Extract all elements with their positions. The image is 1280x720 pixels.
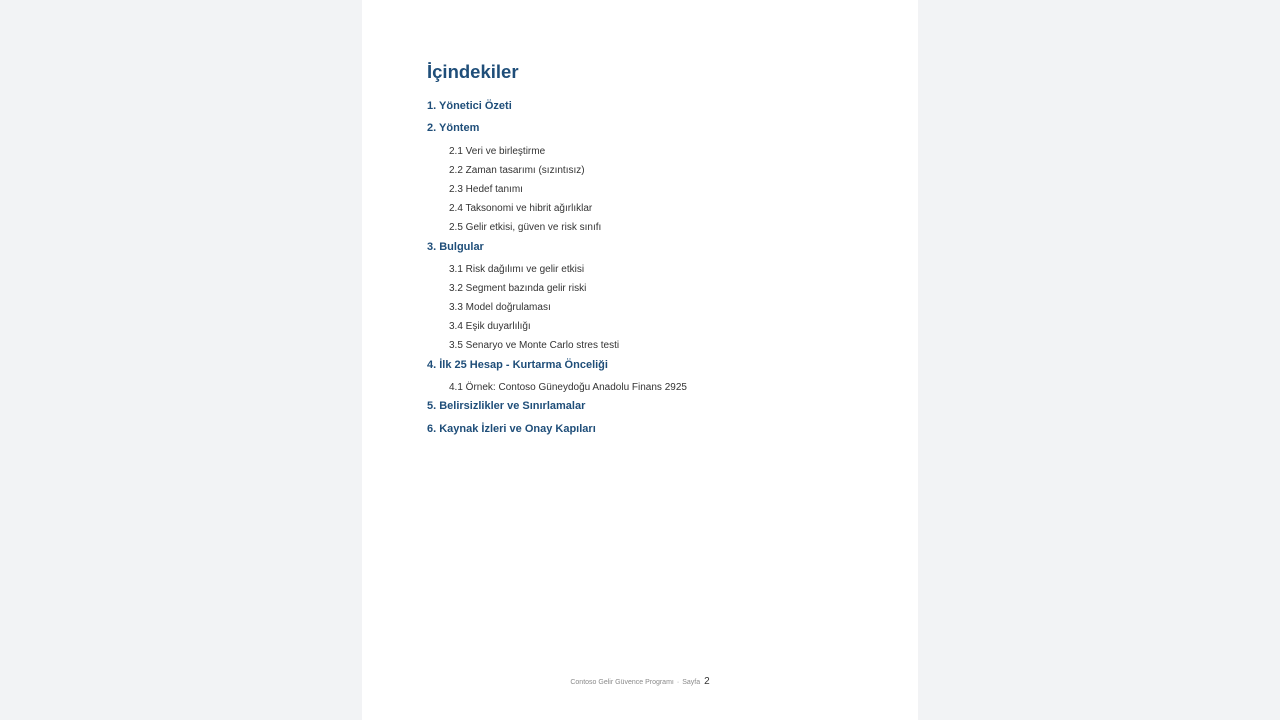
toc-entry-2-4[interactable]: 2.4 Taksonomi ve hibrit ağırlıklar xyxy=(449,203,593,214)
footer-program: Contoso Gelir Güvence Programı xyxy=(570,679,674,686)
toc-entry-3-5[interactable]: 3.5 Senaryo ve Monte Carlo stres testi xyxy=(449,340,620,351)
footer-page-label: Sayfa xyxy=(682,679,701,686)
toc-entry-2-3[interactable]: 2.3 Hedef tanımı xyxy=(449,184,523,195)
toc-entry-5[interactable]: 5. Belirsizlikler ve Sınırlamalar xyxy=(427,400,586,412)
toc-entry-2-2[interactable]: 2.2 Zaman tasarımı (sızıntısız) xyxy=(449,165,585,176)
document-page xyxy=(362,0,918,720)
toc-title: İçindekiler xyxy=(427,61,519,82)
footer-separator: · xyxy=(676,679,680,686)
toc-entry-1[interactable]: 1. Yönetici Özeti xyxy=(427,100,512,112)
toc-entry-4-1[interactable]: 4.1 Örnek: Contoso Güneydoğu Anadolu Finans 2925 xyxy=(449,382,687,393)
toc-entry-3-3[interactable]: 3.3 Model doğrulaması xyxy=(449,302,551,313)
toc-entry-2-5[interactable]: 2.5 Gelir etkisi, güven ve risk sınıfı xyxy=(449,222,602,233)
toc-entry-4[interactable]: 4. İlk 25 Hesap - Kurtarma Önceliği xyxy=(427,359,608,371)
footer-page-number: 2 xyxy=(704,676,710,687)
toc-entry-6[interactable]: 6. Kaynak İzleri ve Onay Kapıları xyxy=(427,423,596,435)
toc-entry-3-2[interactable]: 3.2 Segment bazında gelir riski xyxy=(449,283,587,294)
toc-entry-2[interactable]: 2. Yöntem xyxy=(427,122,480,134)
page-footer xyxy=(362,676,918,689)
toc-entry-2-1[interactable]: 2.1 Veri ve birleştirme xyxy=(449,146,546,157)
toc-entry-3-1[interactable]: 3.1 Risk dağılımı ve gelir etkisi xyxy=(449,264,585,275)
toc-entry-3[interactable]: 3. Bulgular xyxy=(427,241,484,253)
toc-entry-3-4[interactable]: 3.4 Eşik duyarlılığı xyxy=(449,321,531,332)
